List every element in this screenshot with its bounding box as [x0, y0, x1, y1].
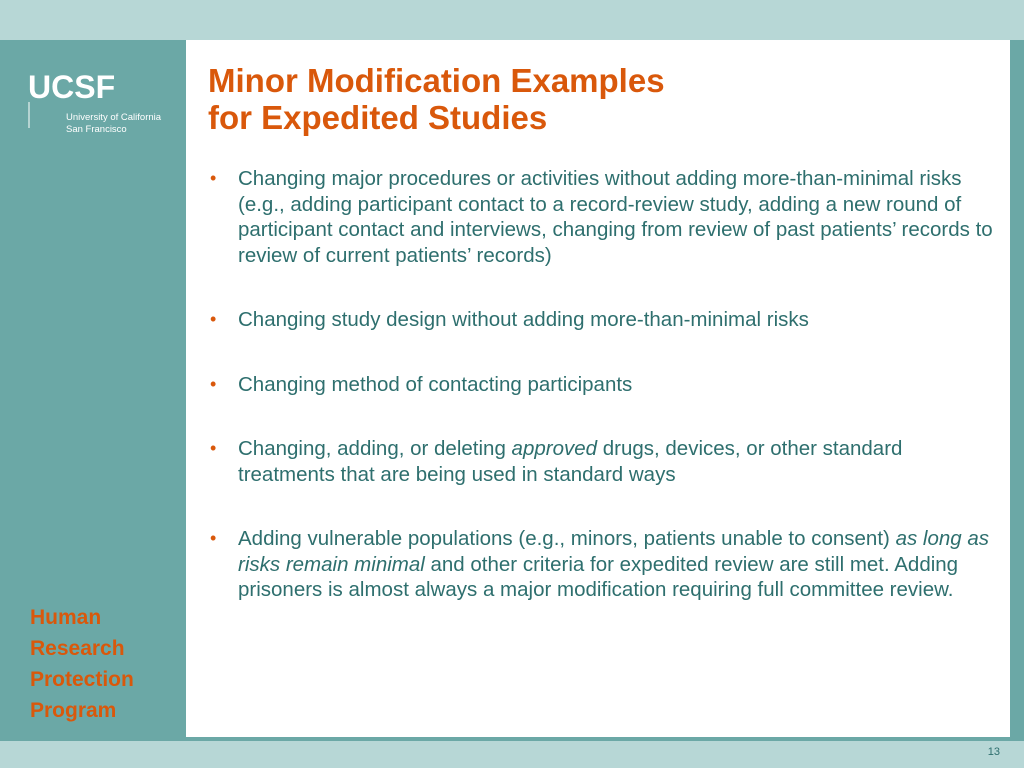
bullet-marker: •	[210, 373, 217, 394]
program-label	[30, 602, 180, 726]
program-line: Protection	[30, 668, 134, 691]
logo-sub-line1: University of California	[66, 112, 162, 123]
bullet-marker: •	[210, 438, 217, 458]
bullet-item	[210, 372, 995, 398]
bullet-text: and other criteria for expedited review are still met. Adding prisoners is almost always a major modification requiring full committee review.	[238, 552, 959, 601]
bullet-marker: •	[210, 309, 217, 329]
program-line: Program	[30, 699, 117, 722]
bullet-item	[210, 166, 995, 268]
bullet-text: Changing study design without adding more-than-minimal risks	[238, 308, 809, 331]
bullet-emphasis: as long as risks remain minimal	[238, 527, 990, 576]
slide-title	[208, 62, 988, 136]
bullet-text: Changing, adding, or deleting	[238, 437, 512, 460]
bullet-text: Changing method of contacting participants	[238, 372, 633, 396]
bullet-item	[210, 307, 995, 333]
bullet-example: (e.g., adding participant contact to a record-review study, adding a new round of participant contact and interviews, changing from review of past patients’ records to review of current patients’ records)	[238, 192, 993, 267]
title-line: for Expedited Studies	[208, 99, 548, 136]
logo-subtitle	[66, 112, 186, 136]
program-line: Research	[30, 637, 125, 660]
bullet-text: Adding vulnerable populations (e.g., minors, patients unable to consent)	[238, 527, 896, 550]
bullet-text: Changing major procedures or activities without adding more-than-minimal risks	[238, 167, 962, 190]
bullet-item	[210, 436, 995, 487]
bullet-marker: •	[210, 528, 217, 548]
top-band	[0, 0, 1024, 40]
bullet-marker: •	[210, 168, 217, 188]
title-line: Minor Modification Examples	[208, 62, 665, 99]
bottom-band	[0, 741, 1024, 768]
logo-sub-line2: San Francisco	[66, 124, 127, 135]
logo-text: UCSF	[28, 69, 116, 105]
bullet-item	[210, 526, 995, 603]
page-number: 13	[987, 746, 1000, 758]
bullet-text: drugs, devices, or other standard treatments that are being used in standard ways	[238, 437, 903, 486]
program-line: Human	[30, 606, 102, 629]
bullet-emphasis: approved	[511, 437, 598, 460]
bullet-list	[210, 166, 995, 603]
